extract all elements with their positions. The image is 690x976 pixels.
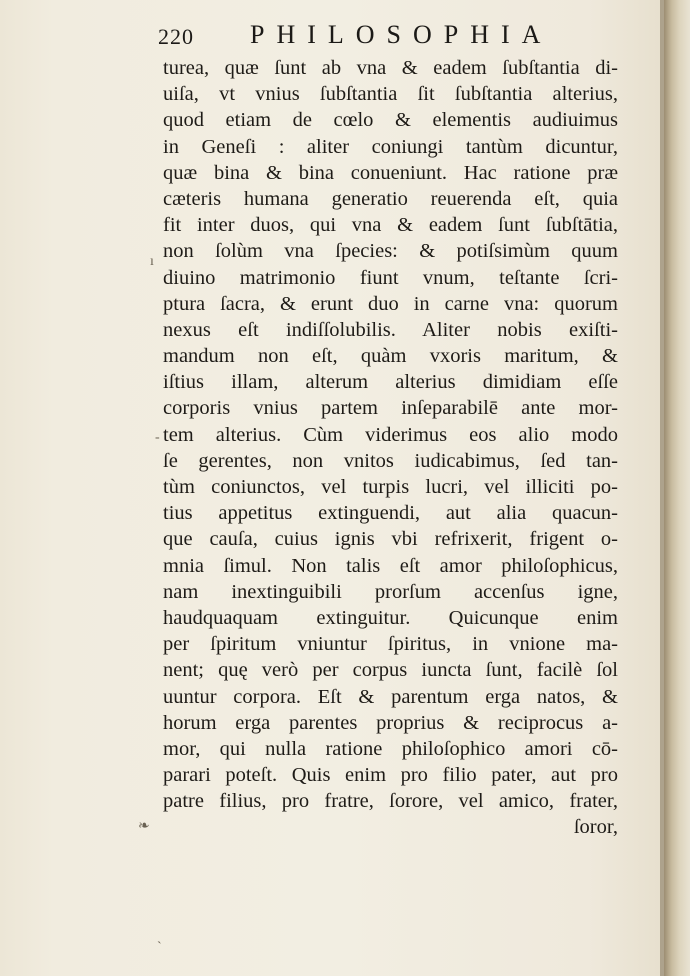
text-line: iſtius illam, alterum alterius dimidiam eſſe — [163, 371, 618, 394]
text-line: nam inextinguibili prorſum accenſus igne, — [163, 580, 618, 603]
text-line: tùm coniunctos, vel turpis lucri, vel illiciti po- — [163, 476, 618, 498]
text-line: non ſolùm vna ſpecies: & potiſsimùm quum — [163, 240, 618, 263]
text-line: uuntur corpora. Eſt & parentum erga natos, & — [163, 685, 618, 708]
page-header — [158, 18, 628, 52]
text-line: fit inter duos, qui vna & eadem ſunt ſubſtātia, — [163, 214, 618, 237]
margin-mark: ˋ — [157, 940, 162, 955]
margin-mark: ❧ — [138, 819, 150, 834]
text-line: nent; quę verò per corpus iuncta ſunt, facilè ſol — [163, 659, 618, 682]
text-line: corporis vnius partem inſeparabilē ante mor- — [163, 397, 618, 420]
text-line: haudquaquam extinguitur. Quicunque enim — [163, 606, 618, 629]
text-line: patre filius, pro fratre, ſorore, vel amico, frater, — [163, 790, 618, 813]
text-line: diuino matrimonio fiunt vnum, teſtante ſcri- — [163, 266, 618, 289]
margin-mark: ı — [150, 254, 154, 269]
text-line: per ſpiritum vniuntur ſpiritus, in vnione ma- — [163, 633, 618, 656]
text-line: in Geneſi : aliter coniungi tantùm dicuntur, — [163, 135, 618, 158]
margin-mark: - — [155, 430, 160, 445]
page-gutter — [664, 0, 690, 976]
page-number: 220 — [158, 24, 194, 49]
running-head: PHILOSOPHIA — [250, 20, 553, 49]
text-line: ſe gerentes, non vnitos iudicabimus, ſed tan- — [163, 449, 618, 472]
text-line: que cauſa, cuius ignis vbi refrixerit, frigent o- — [163, 528, 618, 551]
text-line: parari poteſt. Quis enim pro filio pater, aut pro — [163, 764, 618, 787]
catchword: ſoror, — [573, 816, 618, 839]
body-text — [163, 55, 618, 841]
text-line: mnia ſimul. Non talis eſt amor philoſophicus, — [163, 554, 618, 577]
text-line: uiſa, vt vnius ſubſtantia ſit ſubſtantia alterius, — [163, 83, 618, 106]
text-line: quod etiam de cœlo & elementis audiuimus — [163, 109, 618, 132]
text-line: tem alterius. Cùm viderimus eos alio modo — [163, 423, 618, 446]
text-line: nexus eſt indiſſolubilis. Aliter nobis exiſti- — [163, 318, 618, 341]
text-line: horum erga parentes proprius & reciprocus a- — [163, 711, 618, 734]
text-line: quæ bina & bina conueniunt. Hac ratione præ — [163, 161, 618, 184]
text-line: mor, qui nulla ratione philoſophico amori cō- — [163, 737, 618, 760]
text-line: cæteris humana generatio reuerenda eſt, quia — [163, 187, 618, 210]
text-line: turea, quæ ſunt ab vna & eadem ſubſtantia di- — [163, 57, 618, 79]
text-line: tius appetitus extinguendi, aut alia quacun- — [163, 502, 618, 525]
text-line: ptura ſacra, & erunt duo in carne vna: quorum — [163, 292, 618, 315]
text-line: mandum non eſt, quàm vxoris maritum, & — [163, 345, 618, 368]
